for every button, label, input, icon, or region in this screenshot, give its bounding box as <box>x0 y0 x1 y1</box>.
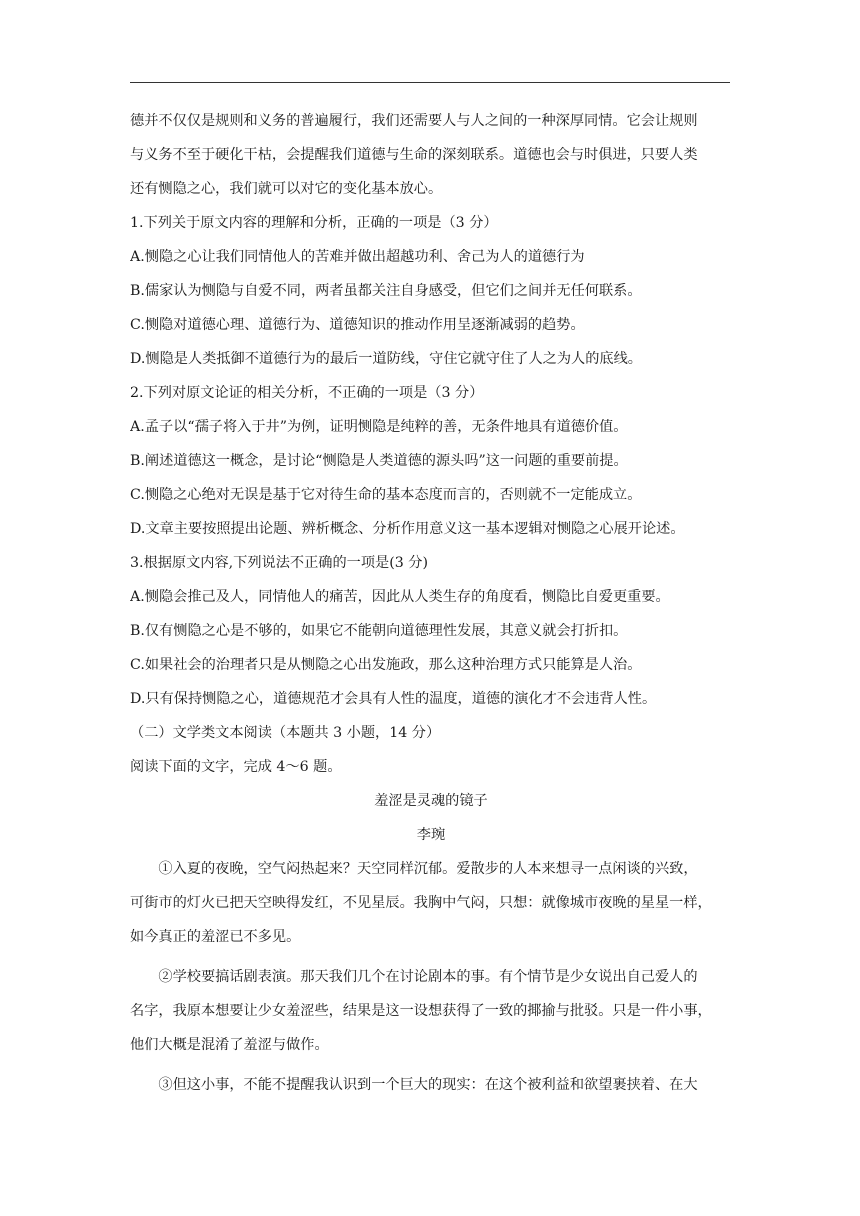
question-1 <box>130 206 732 376</box>
article-paragraph-2 <box>130 960 732 1062</box>
option-a: A.孟子以“孺子将入于井”为例，证明恻隐是纯粹的善，无条件地具有道德价值。 <box>130 419 628 435</box>
article-line: ③但这小事，不能不提醒我认识到一个巨大的现实：在这个被利益和欲望裹挟着、在大 <box>158 1077 698 1093</box>
document-body <box>130 104 732 1102</box>
intro-line: 德并不仅仅是规则和义务的普遍履行，我们还需要人与人之间的一种深厚同情。它会让规则 <box>130 113 698 129</box>
option-d: D.文章主要按照提出论题、辨析概念、分析作用意义这一基本逻辑对恻隐之心展开论述。 <box>130 521 685 537</box>
intro-line: 与义务不至于硬化干枯，会提醒我们道德与生命的深刻联系。道德也会与时俱进，只要人类 <box>130 147 698 163</box>
option-a: A.恻隐会推己及人，同情他人的痛苦，因此从人类生存的角度看，恻隐比自爱更重要。 <box>130 589 670 605</box>
intro-line: 还有恻隐之心，我们就可以对它的变化基本放心。 <box>130 181 443 197</box>
article-paragraph-1 <box>130 852 732 954</box>
intro-paragraph <box>130 104 732 206</box>
article-title: 羞涩是灵魂的镜子 <box>374 793 488 809</box>
option-c: C.恻隐对道德心理、道德行为、道德知识的推动作用呈逐渐减弱的趋势。 <box>130 317 585 333</box>
option-a: A.恻隐之心让我们同情他人的苦难并做出超越功利、舍己为人的道德行为 <box>130 249 585 265</box>
article-line: 如今真正的羞涩已不多见。 <box>130 929 301 945</box>
question-2 <box>130 376 732 546</box>
article-paragraph-3 <box>130 1068 732 1102</box>
question-3 <box>130 546 732 716</box>
section-instruction: 阅读下面的文字，完成 4～6 题。 <box>130 759 342 775</box>
option-b: B.阐述道德这一概念，是讨论“恻隐是人类道德的源头吗”这一问题的重要前提。 <box>130 453 628 469</box>
option-c: C.如果社会的治理者只是从恻隐之心出发施政，那么这种治理方式只能算是人治。 <box>130 657 642 673</box>
section-heading: （二）文学类文本阅读（本题共 3 小题，14 分） <box>130 725 441 741</box>
article-line: 他们大概是混淆了羞涩与做作。 <box>130 1037 329 1053</box>
question-stem: 3.根据原文内容,下列说法不正确的一项是(3 分) <box>130 555 429 571</box>
article-line: ①入夏的夜晚，空气闷热起来？天空同样沉郁。爱散步的人本来想寻一点闲谈的兴致， <box>158 861 698 877</box>
question-stem: 1.下列关于原文内容的理解和分析，正确的一项是（3 分） <box>130 215 498 231</box>
article-line: ②学校要搞话剧表演。那天我们几个在讨论剧本的事。有个情节是少女说出自己爱人的 <box>158 969 698 985</box>
option-d: D.恻隐是人类抵御不道德行为的最后一道防线，守住它就守住了人之为人的底线。 <box>130 351 642 367</box>
article-line: 名字，我原本想要让少女羞涩些，结果是这一设想获得了一致的揶揄与批驳。只是一件小事， <box>130 1003 712 1019</box>
option-c: C.恻隐之心绝对无误是基于它对待生命的基本态度而言的，否则就不一定能成立。 <box>130 487 642 503</box>
question-stem: 2.下列对原文论证的相关分析，不正确的一项是（3 分） <box>130 385 484 401</box>
option-d: D.只有保持恻隐之心，道德规范才会具有人性的温度，道德的演化才不会违背人性。 <box>130 691 657 707</box>
option-b: B.仅有恻隐之心是不够的，如果它不能朝向道德理性发展，其意义就会打折扣。 <box>130 623 628 639</box>
header-rule <box>130 82 730 83</box>
option-b: B.儒家认为恻隐与自爱不同，两者虽都关注自身感受，但它们之间并无任何联系。 <box>130 283 642 299</box>
article-line: 可街市的灯火已把天空映得发红，不见星辰。我胸中气闷，只想：就像城市夜晚的星星一样， <box>130 895 712 911</box>
article-author: 李琬 <box>416 827 446 843</box>
